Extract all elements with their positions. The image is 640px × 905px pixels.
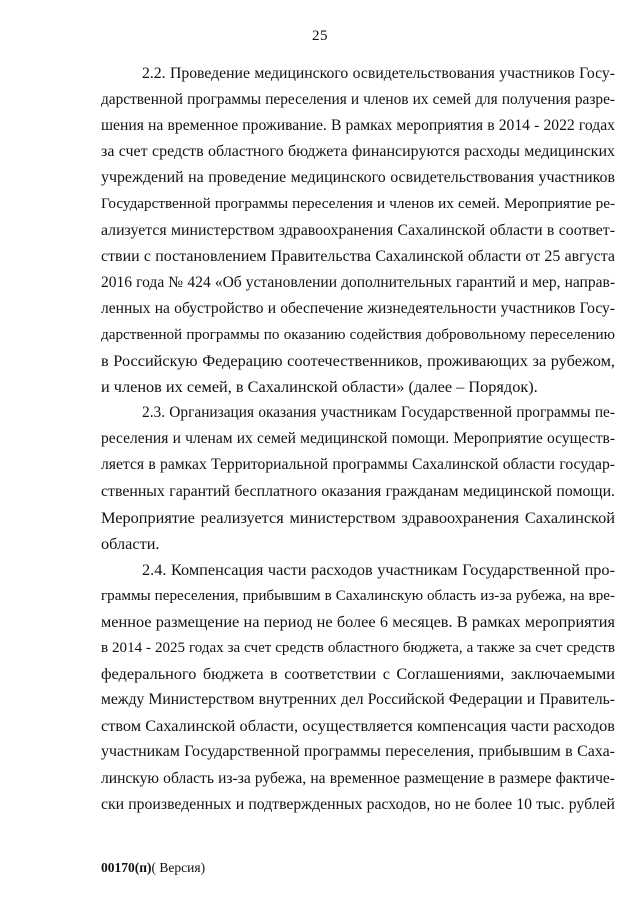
document-code: 00170(п) bbox=[101, 860, 152, 875]
document-body bbox=[101, 61, 615, 818]
text-line: ствии с постановлением Правительства Сахалинской области от 25 августа bbox=[101, 247, 615, 265]
text-line: дарственной программы по оказанию содействия добровольному переселению bbox=[101, 325, 615, 343]
text-line: между Министерством внутренних дел Российской Федерации и Правитель- bbox=[101, 691, 615, 709]
text-line: 2016 года № 424 «Об установлении дополнительных гарантий и мер, направ- bbox=[101, 273, 615, 291]
text-line: ализуется министерством здравоохранения Сахалинской области в соответ- bbox=[101, 221, 615, 239]
paragraph-2-4 bbox=[101, 557, 615, 818]
paragraph-2-3 bbox=[101, 400, 615, 557]
text-line: 2.4. Компенсация части расходов участникам Государственной про- bbox=[142, 559, 615, 579]
text-line: шения на временное проживание. В рамках мероприятия в 2014 - 2022 годах bbox=[101, 117, 615, 135]
text-line: Мероприятие реализуется министерством здравоохранения Сахалинской bbox=[101, 507, 615, 527]
text-line: менное размещение на период не более 6 месяцев. В рамках мероприятия bbox=[101, 611, 615, 631]
text-line: граммы переселения, прибывшим в Сахалинскую область из-за рубежа, на вре- bbox=[101, 587, 615, 604]
text-line: ством Сахалинской области, осуществляется компенсация части расходов bbox=[101, 716, 615, 736]
text-line: за счет средств областного бюджета финансируются расходы медицинских bbox=[101, 143, 615, 161]
text-line: ляется в рамках Территориальной программы Сахалинской области государ- bbox=[101, 456, 615, 474]
text-line: в 2014 - 2025 годах за счет средств областного бюджета, а также за счет средств bbox=[101, 640, 615, 657]
text-line: ленных на обустройство и обеспечение жизнедеятельности участников Госу- bbox=[101, 299, 615, 317]
document-footer bbox=[101, 860, 205, 876]
text-line: 2.2. Проведение медицинского освидетельствования участников Госу- bbox=[142, 65, 615, 82]
text-line: области. bbox=[101, 533, 160, 553]
text-line: линскую область из-за рубежа, на временное размещение в размере фактиче- bbox=[101, 769, 615, 787]
text-line: и членов их семей, в Сахалинской области» (далее – Порядок). bbox=[101, 377, 538, 397]
text-line: в Российскую Федерацию соотечественников, проживающих за рубежом, bbox=[101, 351, 615, 371]
text-line: ски произведенных и подтвержденных расходов, но не более 10 тыс. рублей bbox=[101, 795, 615, 813]
text-line: Государственной программы переселения и членов их семей. Мероприятие ре- bbox=[101, 195, 615, 213]
text-line: участникам Государственной программы переселения, прибывшим в Саха- bbox=[101, 743, 615, 761]
version-label: ( Версия) bbox=[151, 860, 206, 875]
page-number: 25 bbox=[312, 28, 328, 44]
text-line: дарственной программы переселения и членов их семей для получения разре- bbox=[101, 91, 615, 109]
text-line: учреждений на проведение медицинского освидетельствования участников bbox=[101, 169, 615, 187]
paragraph-2-2 bbox=[101, 61, 615, 400]
text-line: федерального бюджета в соответствии с Соглашениями, заключаемыми bbox=[101, 664, 615, 684]
text-line: ственных гарантий бесплатного оказания гражданам медицинской помощи. bbox=[101, 482, 615, 500]
text-line: реселения и членам их семей медицинской помощи. Мероприятие осуществ- bbox=[101, 430, 615, 448]
text-line: 2.3. Организация оказания участникам Государственной программы пе- bbox=[142, 404, 615, 422]
